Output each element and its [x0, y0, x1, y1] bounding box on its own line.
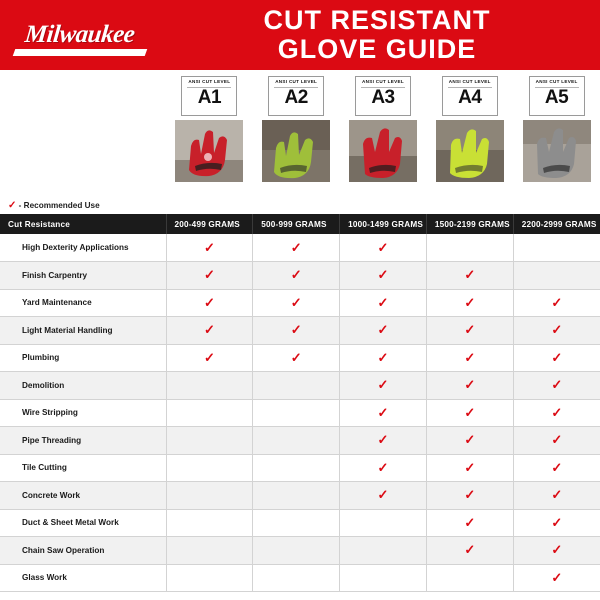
row-label: Concrete Work — [0, 482, 166, 510]
page-title — [160, 0, 600, 70]
cell-a2 — [253, 454, 340, 482]
header-grams-a5: 2200-2999 GRAMS — [513, 214, 600, 234]
cell-a5: ✓ — [513, 427, 600, 455]
table-row — [0, 537, 600, 565]
glove-column-a3 — [340, 70, 427, 198]
glove-column-a2 — [253, 70, 340, 198]
table-row — [0, 482, 600, 510]
legend-text: - Recommended Use — [18, 201, 100, 210]
cell-a4 — [426, 234, 513, 262]
glove-column-a5 — [513, 70, 600, 198]
cell-a2 — [253, 427, 340, 455]
header-grams-a1: 200-499 GRAMS — [166, 214, 253, 234]
cell-a3: ✓ — [340, 372, 427, 400]
brand-logo-underline — [13, 49, 148, 56]
header-grams-a3: 1000-1499 GRAMS — [340, 214, 427, 234]
ansi-badge-a5 — [529, 76, 585, 116]
ansi-badge-label: ANSI CUT LEVEL — [275, 79, 318, 84]
cell-a5: ✓ — [513, 399, 600, 427]
table-row — [0, 317, 600, 345]
row-label: Glass Work — [0, 564, 166, 592]
cell-a2: ✓ — [253, 344, 340, 372]
cell-a5: ✓ — [513, 317, 600, 345]
cell-a4: ✓ — [426, 262, 513, 290]
cell-a1 — [166, 427, 253, 455]
cell-a2 — [253, 537, 340, 565]
cell-a3 — [340, 537, 427, 565]
table-row — [0, 564, 600, 592]
cell-a3: ✓ — [340, 344, 427, 372]
ansi-badge-label: ANSI CUT LEVEL — [361, 79, 404, 84]
cell-a1 — [166, 454, 253, 482]
ansi-badge-label: ANSI CUT LEVEL — [448, 79, 491, 84]
legend-cell — [0, 198, 600, 214]
ansi-badge-code: A3 — [371, 86, 395, 108]
cell-a4: ✓ — [426, 427, 513, 455]
table-row — [0, 289, 600, 317]
cell-a4 — [426, 564, 513, 592]
compatibility-table — [0, 198, 600, 592]
ansi-badge-code: A1 — [197, 86, 222, 108]
ansi-badge-a2 — [268, 76, 324, 116]
table-row — [0, 399, 600, 427]
row-label: Chain Saw Operation — [0, 537, 166, 565]
cell-a3: ✓ — [340, 234, 427, 262]
cell-a1: ✓ — [166, 262, 253, 290]
cell-a2 — [253, 372, 340, 400]
cell-a5: ✓ — [513, 454, 600, 482]
cell-a3 — [340, 564, 427, 592]
ansi-badge-a3 — [355, 76, 411, 116]
cell-a1 — [166, 537, 253, 565]
cell-a2 — [253, 509, 340, 537]
glove-column-a1 — [166, 70, 253, 198]
row-label: Tile Cutting — [0, 454, 166, 482]
cell-a2: ✓ — [253, 262, 340, 290]
cell-a1: ✓ — [166, 344, 253, 372]
cell-a4: ✓ — [426, 454, 513, 482]
row-label: Finish Carpentry — [0, 262, 166, 290]
cell-a5: ✓ — [513, 509, 600, 537]
cell-a2 — [253, 482, 340, 510]
cell-a1: ✓ — [166, 289, 253, 317]
glove-photo-a5 — [523, 120, 591, 182]
cell-a1 — [166, 509, 253, 537]
glove-photo-a3 — [349, 120, 417, 182]
glove-photo-a4 — [436, 120, 504, 182]
table-row — [0, 234, 600, 262]
row-label: Demolition — [0, 372, 166, 400]
table-header-row — [0, 214, 600, 234]
cell-a3: ✓ — [340, 317, 427, 345]
row-label: Yard Maintenance — [0, 289, 166, 317]
compatibility-table-wrapper — [0, 198, 600, 592]
cell-a3: ✓ — [340, 289, 427, 317]
cell-a5 — [513, 262, 600, 290]
glove-column-strip — [0, 70, 600, 198]
page-title-line1: CUT RESISTANT — [263, 4, 491, 35]
glove-photo-a2 — [262, 120, 330, 182]
cell-a1 — [166, 399, 253, 427]
row-label: Light Material Handling — [0, 317, 166, 345]
cell-a5 — [513, 234, 600, 262]
ansi-badge-a4 — [442, 76, 498, 116]
header-grams-a4: 1500-2199 GRAMS — [426, 214, 513, 234]
cell-a5: ✓ — [513, 289, 600, 317]
ansi-badge-code: A5 — [544, 86, 569, 108]
cell-a2 — [253, 564, 340, 592]
ansi-badge-code: A4 — [458, 86, 482, 108]
page-title-line2: GLOVE GUIDE — [277, 34, 477, 64]
cell-a3: ✓ — [340, 399, 427, 427]
row-label: Plumbing — [0, 344, 166, 372]
cell-a1: ✓ — [166, 317, 253, 345]
table-row — [0, 509, 600, 537]
cell-a4: ✓ — [426, 399, 513, 427]
row-label: Duct & Sheet Metal Work — [0, 509, 166, 537]
cell-a4: ✓ — [426, 317, 513, 345]
cell-a5: ✓ — [513, 482, 600, 510]
table-row — [0, 372, 600, 400]
cell-a4: ✓ — [426, 372, 513, 400]
cell-a5: ✓ — [513, 372, 600, 400]
cell-a2 — [253, 399, 340, 427]
recommended-check-icon: ✓ — [8, 200, 17, 211]
cell-a1 — [166, 372, 253, 400]
row-label: Pipe Threading — [0, 427, 166, 455]
cell-a4: ✓ — [426, 509, 513, 537]
cell-a5: ✓ — [513, 564, 600, 592]
cell-a3: ✓ — [340, 482, 427, 510]
cell-a3: ✓ — [340, 262, 427, 290]
cell-a2: ✓ — [253, 317, 340, 345]
table-row — [0, 454, 600, 482]
ansi-badge-a1 — [181, 76, 237, 116]
cell-a2: ✓ — [253, 289, 340, 317]
cell-a4: ✓ — [426, 537, 513, 565]
row-label: High Dexterity Applications — [0, 234, 166, 262]
cell-a1 — [166, 482, 253, 510]
legend-row — [0, 198, 600, 214]
cell-a1: ✓ — [166, 234, 253, 262]
ansi-badge-label: ANSI CUT LEVEL — [535, 79, 578, 84]
cell-a5: ✓ — [513, 344, 600, 372]
table-row — [0, 427, 600, 455]
cell-a3 — [340, 509, 427, 537]
glove-column-a4 — [426, 70, 513, 198]
cell-a5: ✓ — [513, 537, 600, 565]
brand-logo — [0, 0, 160, 70]
cell-a3: ✓ — [340, 454, 427, 482]
ansi-badge-code: A2 — [284, 86, 308, 108]
cell-a3: ✓ — [340, 427, 427, 455]
header-grams-a2: 500-999 GRAMS — [253, 214, 340, 234]
brand-logo-text: Milwaukee — [23, 21, 137, 48]
ansi-badge-label: ANSI CUT LEVEL — [188, 79, 231, 84]
cell-a4: ✓ — [426, 344, 513, 372]
glove-photo-a1 — [175, 120, 243, 182]
row-label: Wire Stripping — [0, 399, 166, 427]
table-row — [0, 344, 600, 372]
table-row — [0, 262, 600, 290]
cell-a1 — [166, 564, 253, 592]
cell-a2: ✓ — [253, 234, 340, 262]
cell-a4: ✓ — [426, 289, 513, 317]
cell-a4: ✓ — [426, 482, 513, 510]
header-cut-resistance: Cut Resistance — [0, 214, 166, 234]
page-header — [0, 0, 600, 70]
